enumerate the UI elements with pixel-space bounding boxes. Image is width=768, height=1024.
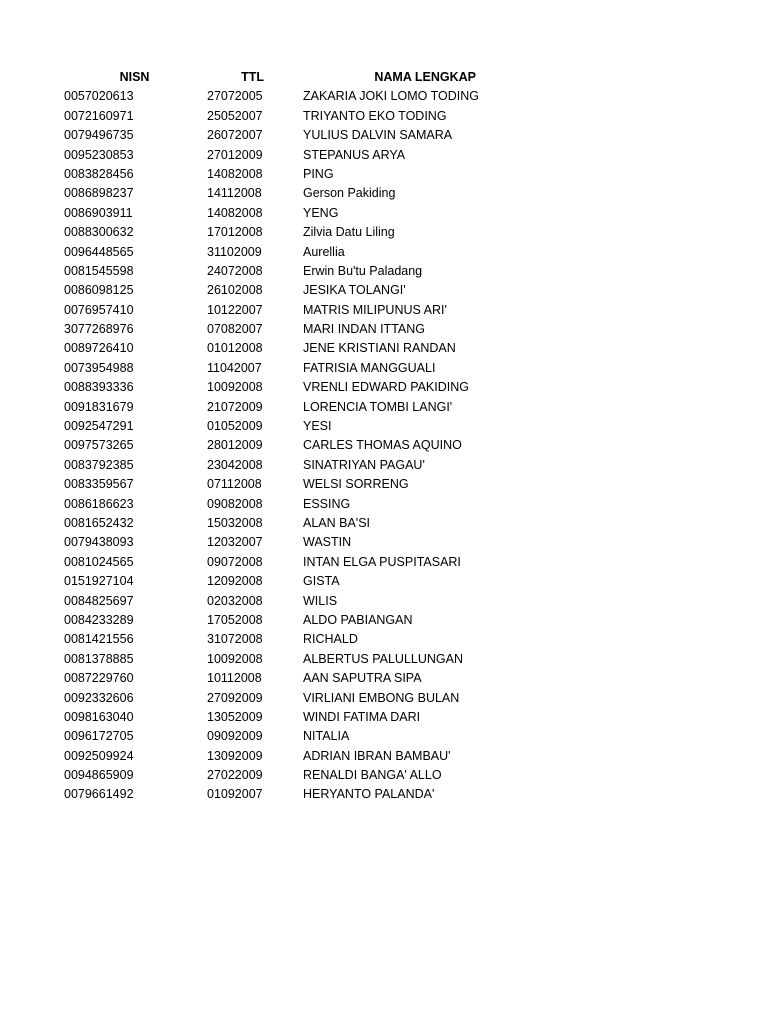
cell-nama-lengkap: ALDO PABIANGAN	[303, 612, 413, 627]
cell-nisn: 0092332606	[64, 690, 134, 705]
cell-nisn: 0084233289	[64, 612, 134, 627]
cell-nisn: 0081545598	[64, 263, 134, 278]
cell-nama-lengkap: WINDI FATIMA DARI	[303, 709, 421, 724]
table-row	[0, 630, 768, 649]
table-row	[0, 301, 768, 320]
cell-ttl: 09072008	[207, 554, 263, 569]
cell-nama-lengkap: LORENCIA TOMBI LANGI'	[303, 399, 453, 414]
cell-nisn: 0151927104	[64, 574, 134, 589]
cell-nama-lengkap: ESSING	[303, 496, 351, 511]
cell-nama-lengkap: NITALIA	[303, 729, 350, 744]
cell-ttl: 26072007	[207, 128, 263, 143]
cell-ttl: 14082008	[207, 205, 263, 220]
cell-nama-lengkap: RICHALD	[303, 632, 358, 647]
table-row	[0, 184, 768, 203]
cell-nama-lengkap: SINATRIYAN PAGAU'	[303, 457, 425, 472]
cell-ttl: 09082008	[207, 496, 263, 511]
table-row	[0, 727, 768, 746]
table-row	[0, 766, 768, 785]
cell-nisn: 0087229760	[64, 671, 134, 686]
cell-ttl: 09092009	[207, 729, 263, 744]
cell-nama-lengkap: ZAKARIA JOKI LOMO TODING	[303, 89, 479, 104]
cell-ttl: 15032008	[207, 515, 263, 530]
table-row	[0, 107, 768, 126]
cell-nama-lengkap: ADRIAN IBRAN BAMBAU'	[303, 748, 451, 763]
table-row	[0, 611, 768, 630]
cell-nisn: 0079661492	[64, 787, 134, 802]
cell-nama-lengkap: ALBERTUS PALULLUNGAN	[303, 651, 464, 666]
cell-nisn: 0088300632	[64, 225, 134, 240]
cell-ttl: 10092008	[207, 380, 263, 395]
cell-nisn: 0083792385	[64, 457, 134, 472]
table-row	[0, 126, 768, 145]
cell-nisn: 0079438093	[64, 535, 134, 550]
table-row	[0, 689, 768, 708]
header-ttl: TTL	[241, 70, 264, 84]
table-row	[0, 87, 768, 106]
cell-nisn: 0086186623	[64, 496, 134, 511]
table-row	[0, 281, 768, 300]
table-row	[0, 378, 768, 397]
cell-nisn: 0081421556	[64, 632, 134, 647]
table-row	[0, 592, 768, 611]
table-row	[0, 669, 768, 688]
cell-ttl: 31072008	[207, 632, 263, 647]
cell-nama-lengkap: Zilvia Datu Liling	[303, 225, 395, 240]
cell-nama-lengkap: YULIUS DALVIN SAMARA	[303, 128, 453, 143]
cell-ttl: 27092009	[207, 690, 263, 705]
cell-ttl: 02032008	[207, 593, 263, 608]
cell-nisn: 0081024565	[64, 554, 134, 569]
cell-ttl: 10122007	[207, 302, 263, 317]
cell-ttl: 31102009	[207, 244, 262, 259]
table-row	[0, 262, 768, 281]
table-row	[0, 514, 768, 533]
table-row	[0, 223, 768, 242]
cell-nisn: 0098163040	[64, 709, 134, 724]
table-row	[0, 475, 768, 494]
table-row	[0, 650, 768, 669]
cell-nama-lengkap: WASTIN	[303, 535, 352, 550]
cell-nama-lengkap: WILIS	[303, 593, 338, 608]
cell-nisn: 0088393336	[64, 380, 134, 395]
table-row	[0, 533, 768, 552]
cell-ttl: 21072009	[207, 399, 263, 414]
table-row	[0, 320, 768, 339]
cell-nisn: 0096448565	[64, 244, 134, 259]
student-table	[0, 68, 768, 805]
cell-ttl: 07082007	[207, 322, 263, 337]
table-row	[0, 785, 768, 804]
cell-nama-lengkap: JESIKA TOLANGI'	[303, 283, 406, 298]
table-body	[0, 87, 768, 804]
header-nisn: NISN	[119, 70, 150, 84]
cell-nisn: 0094865909	[64, 768, 134, 783]
table-row	[0, 456, 768, 475]
table-row	[0, 747, 768, 766]
cell-ttl: 13052009	[207, 709, 263, 724]
cell-nama-lengkap: AAN SAPUTRA SIPA	[303, 671, 422, 686]
cell-ttl: 26102008	[207, 283, 263, 298]
cell-ttl: 25052007	[207, 108, 263, 123]
cell-nisn: 0073954988	[64, 360, 134, 375]
cell-nama-lengkap: Erwin Bu'tu Paladang	[303, 263, 423, 278]
cell-ttl: 01052009	[207, 419, 263, 434]
cell-ttl: 17052008	[207, 612, 263, 627]
table-row	[0, 708, 768, 727]
table-row	[0, 398, 768, 417]
cell-nama-lengkap: VRENLI EDWARD PAKIDING	[303, 380, 469, 395]
cell-ttl: 07112008	[207, 477, 262, 492]
cell-nama-lengkap: CARLES THOMAS AQUINO	[303, 438, 462, 453]
cell-ttl: 10092008	[207, 651, 263, 666]
cell-nisn: 3077268976	[64, 322, 134, 337]
cell-nisn: 0096172705	[64, 729, 134, 744]
cell-ttl: 28012009	[207, 438, 263, 453]
cell-nama-lengkap: YENG	[303, 205, 339, 220]
cell-nisn: 0097573265	[64, 438, 134, 453]
cell-nisn: 0079496735	[64, 128, 134, 143]
cell-nisn: 0092509924	[64, 748, 134, 763]
table-row	[0, 339, 768, 358]
cell-ttl: 17012008	[207, 225, 263, 240]
cell-nisn: 0086098125	[64, 283, 134, 298]
cell-ttl: 24072008	[207, 263, 263, 278]
cell-nisn: 0084825697	[64, 593, 134, 608]
cell-nama-lengkap: Gerson Pakiding	[303, 186, 396, 201]
cell-ttl: 13092009	[207, 748, 263, 763]
cell-nisn: 0057020613	[64, 89, 134, 104]
cell-nisn: 0086903911	[64, 205, 133, 220]
cell-nama-lengkap: TRIYANTO EKO TODING	[303, 108, 447, 123]
cell-ttl: 01012008	[207, 341, 263, 356]
table-row	[0, 436, 768, 455]
table-row	[0, 243, 768, 262]
table-row	[0, 204, 768, 223]
cell-nama-lengkap: HERYANTO PALANDA'	[303, 787, 435, 802]
cell-nama-lengkap: Aurellia	[303, 244, 345, 259]
cell-nisn: 0083828456	[64, 166, 134, 181]
cell-ttl: 12032007	[207, 535, 263, 550]
cell-nisn: 0086898237	[64, 186, 134, 201]
cell-ttl: 01092007	[207, 787, 263, 802]
cell-nisn: 0081652432	[64, 515, 134, 530]
cell-nama-lengkap: MARI INDAN ITTANG	[303, 322, 425, 337]
table-row	[0, 165, 768, 184]
table-row	[0, 495, 768, 514]
cell-ttl: 27022009	[207, 768, 263, 783]
cell-nisn: 0092547291	[64, 419, 134, 434]
table-row	[0, 417, 768, 436]
cell-nama-lengkap: WELSI SORRENG	[303, 477, 409, 492]
cell-nisn: 0091831679	[64, 399, 134, 414]
cell-nisn: 0072160971	[64, 108, 134, 123]
cell-nama-lengkap: ALAN BA'SI	[303, 515, 370, 530]
cell-ttl: 10112008	[207, 671, 262, 686]
cell-nama-lengkap: YESI	[303, 419, 332, 434]
cell-nama-lengkap: INTAN ELGA PUSPITASARI	[303, 554, 461, 569]
cell-ttl: 11042007	[207, 360, 262, 375]
header-nama-lengkap: NAMA LENGKAP	[374, 70, 476, 84]
cell-ttl: 27072005	[207, 89, 263, 104]
table-row	[0, 146, 768, 165]
cell-ttl: 14082008	[207, 166, 263, 181]
cell-nisn: 0081378885	[64, 651, 134, 666]
cell-ttl: 14112008	[207, 186, 262, 201]
table-row	[0, 572, 768, 591]
cell-nama-lengkap: PING	[303, 166, 334, 181]
cell-nama-lengkap: MATRIS MILIPUNUS ARI'	[303, 302, 447, 317]
cell-nisn: 0076957410	[64, 302, 134, 317]
table-row	[0, 553, 768, 572]
cell-nisn: 0095230853	[64, 147, 134, 162]
cell-ttl: 27012009	[207, 147, 263, 162]
cell-nama-lengkap: RENALDI BANGA' ALLO	[303, 768, 442, 783]
cell-nama-lengkap: STEPANUS ARYA	[303, 147, 406, 162]
cell-nisn: 0083359567	[64, 477, 134, 492]
cell-nama-lengkap: JENE KRISTIANI RANDAN	[303, 341, 456, 356]
cell-ttl: 12092008	[207, 574, 263, 589]
table-header-row	[0, 68, 768, 87]
cell-nama-lengkap: GISTA	[303, 574, 340, 589]
table-row	[0, 359, 768, 378]
cell-nama-lengkap: VIRLIANI EMBONG BULAN	[303, 690, 460, 705]
cell-nama-lengkap: FATRISIA MANGGUALI	[303, 360, 436, 375]
cell-nisn: 0089726410	[64, 341, 134, 356]
cell-ttl: 23042008	[207, 457, 263, 472]
